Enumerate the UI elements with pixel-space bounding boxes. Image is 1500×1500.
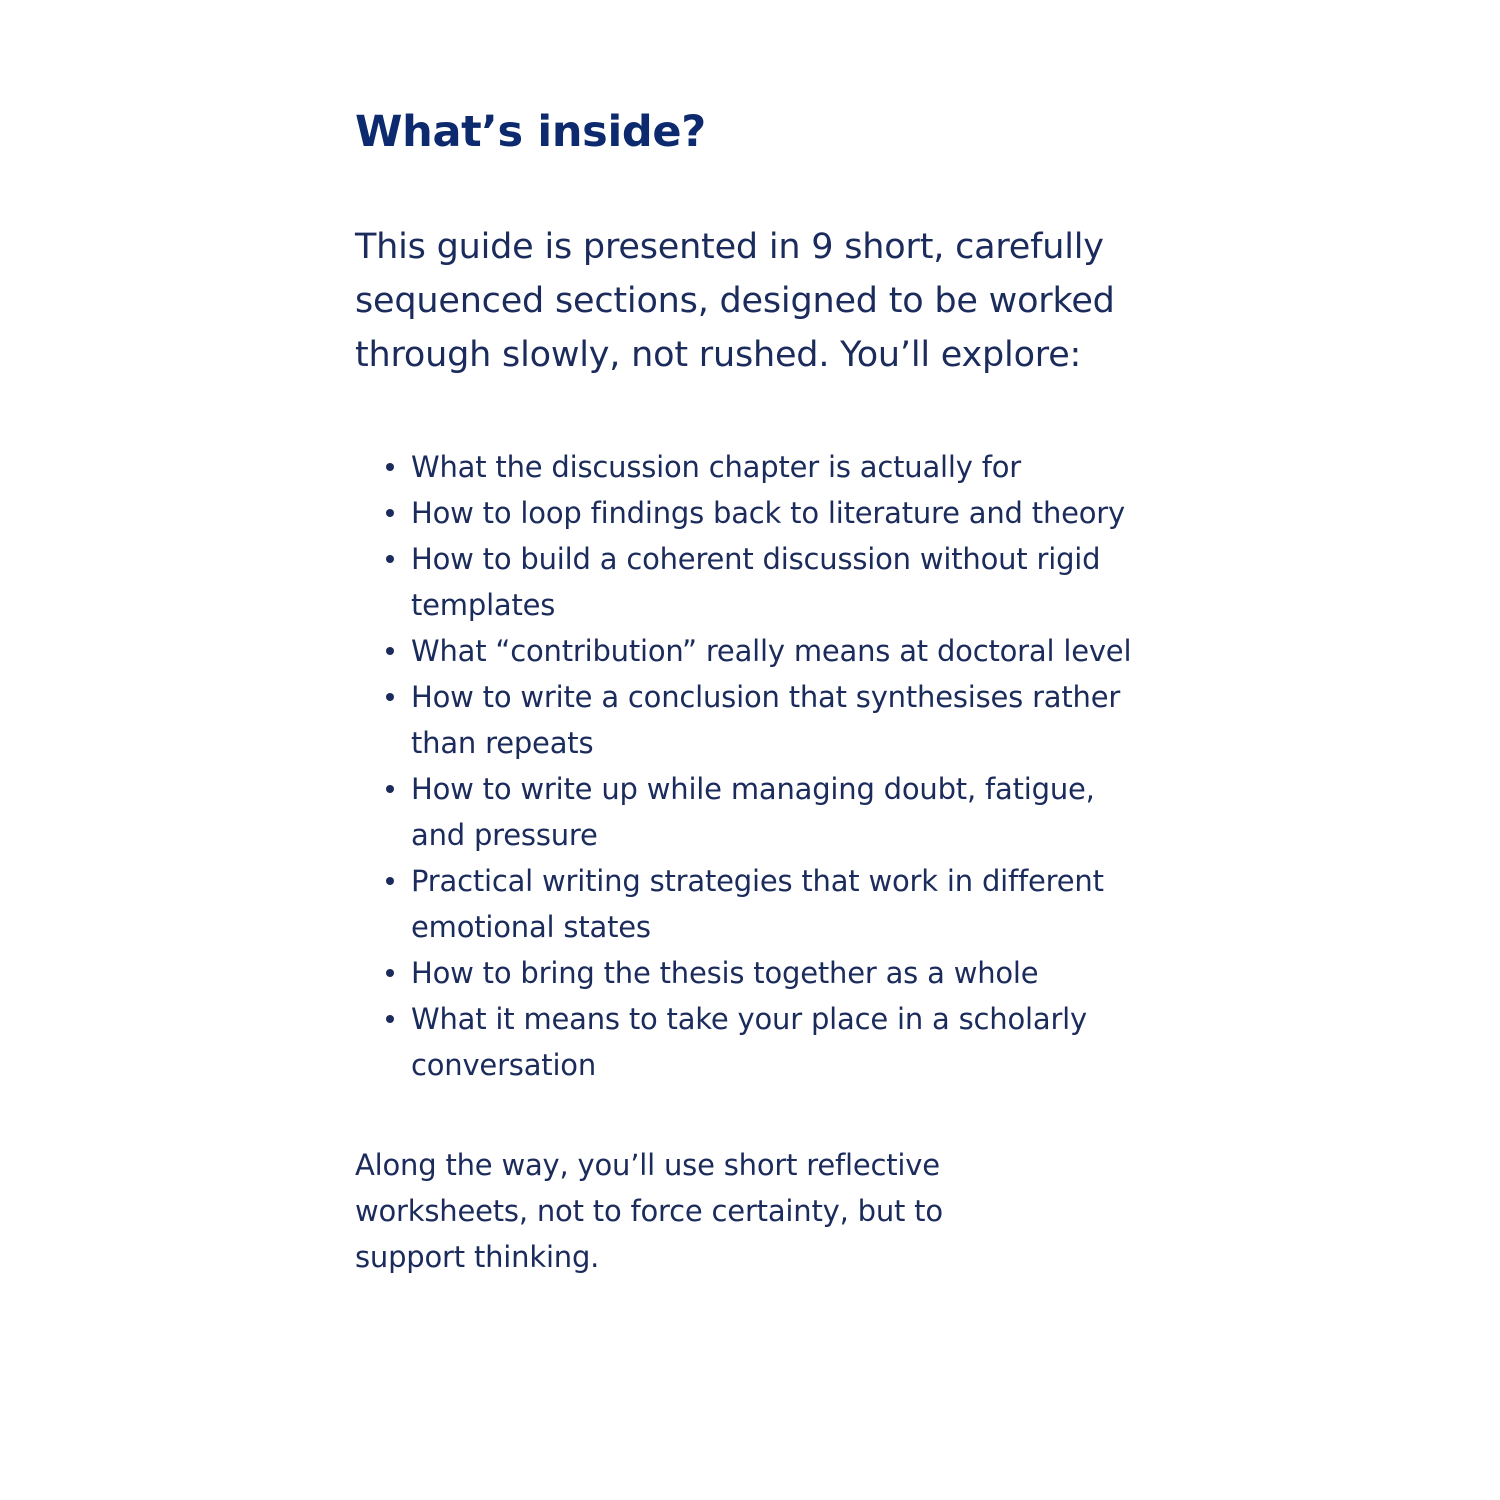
page-content (355, 102, 1175, 1280)
list-item: How to write a conclusion that synthesises rather than repeats (411, 674, 1151, 766)
list-item: Practical writing strategies that work in different emotional states (411, 858, 1151, 950)
list-item: What it means to take your place in a scholarly conversation (411, 996, 1151, 1088)
list-item: How to write up while managing doubt, fatigue, and pressure (411, 766, 1151, 858)
intro-paragraph: This guide is presented in 9 short, carefully sequenced sections, designed to be worked through slowly, not rushed. You’ll explore: (355, 227, 1115, 375)
list-item: How to loop findings back to literature and theory (411, 490, 1151, 536)
closing-paragraph: Along the way, you’ll use short reflective worksheets, not to force certainty, but to support thinking. (355, 1148, 943, 1274)
list-item: How to build a coherent discussion without rigid templates (411, 536, 1151, 628)
list-item: How to bring the thesis together as a whole (411, 950, 1151, 996)
list-item: What the discussion chapter is actually for (411, 444, 1151, 490)
page-title: What’s inside? (355, 107, 706, 157)
topics-list (355, 444, 1151, 1088)
list-item: What “contribution” really means at doctoral level (411, 628, 1151, 674)
